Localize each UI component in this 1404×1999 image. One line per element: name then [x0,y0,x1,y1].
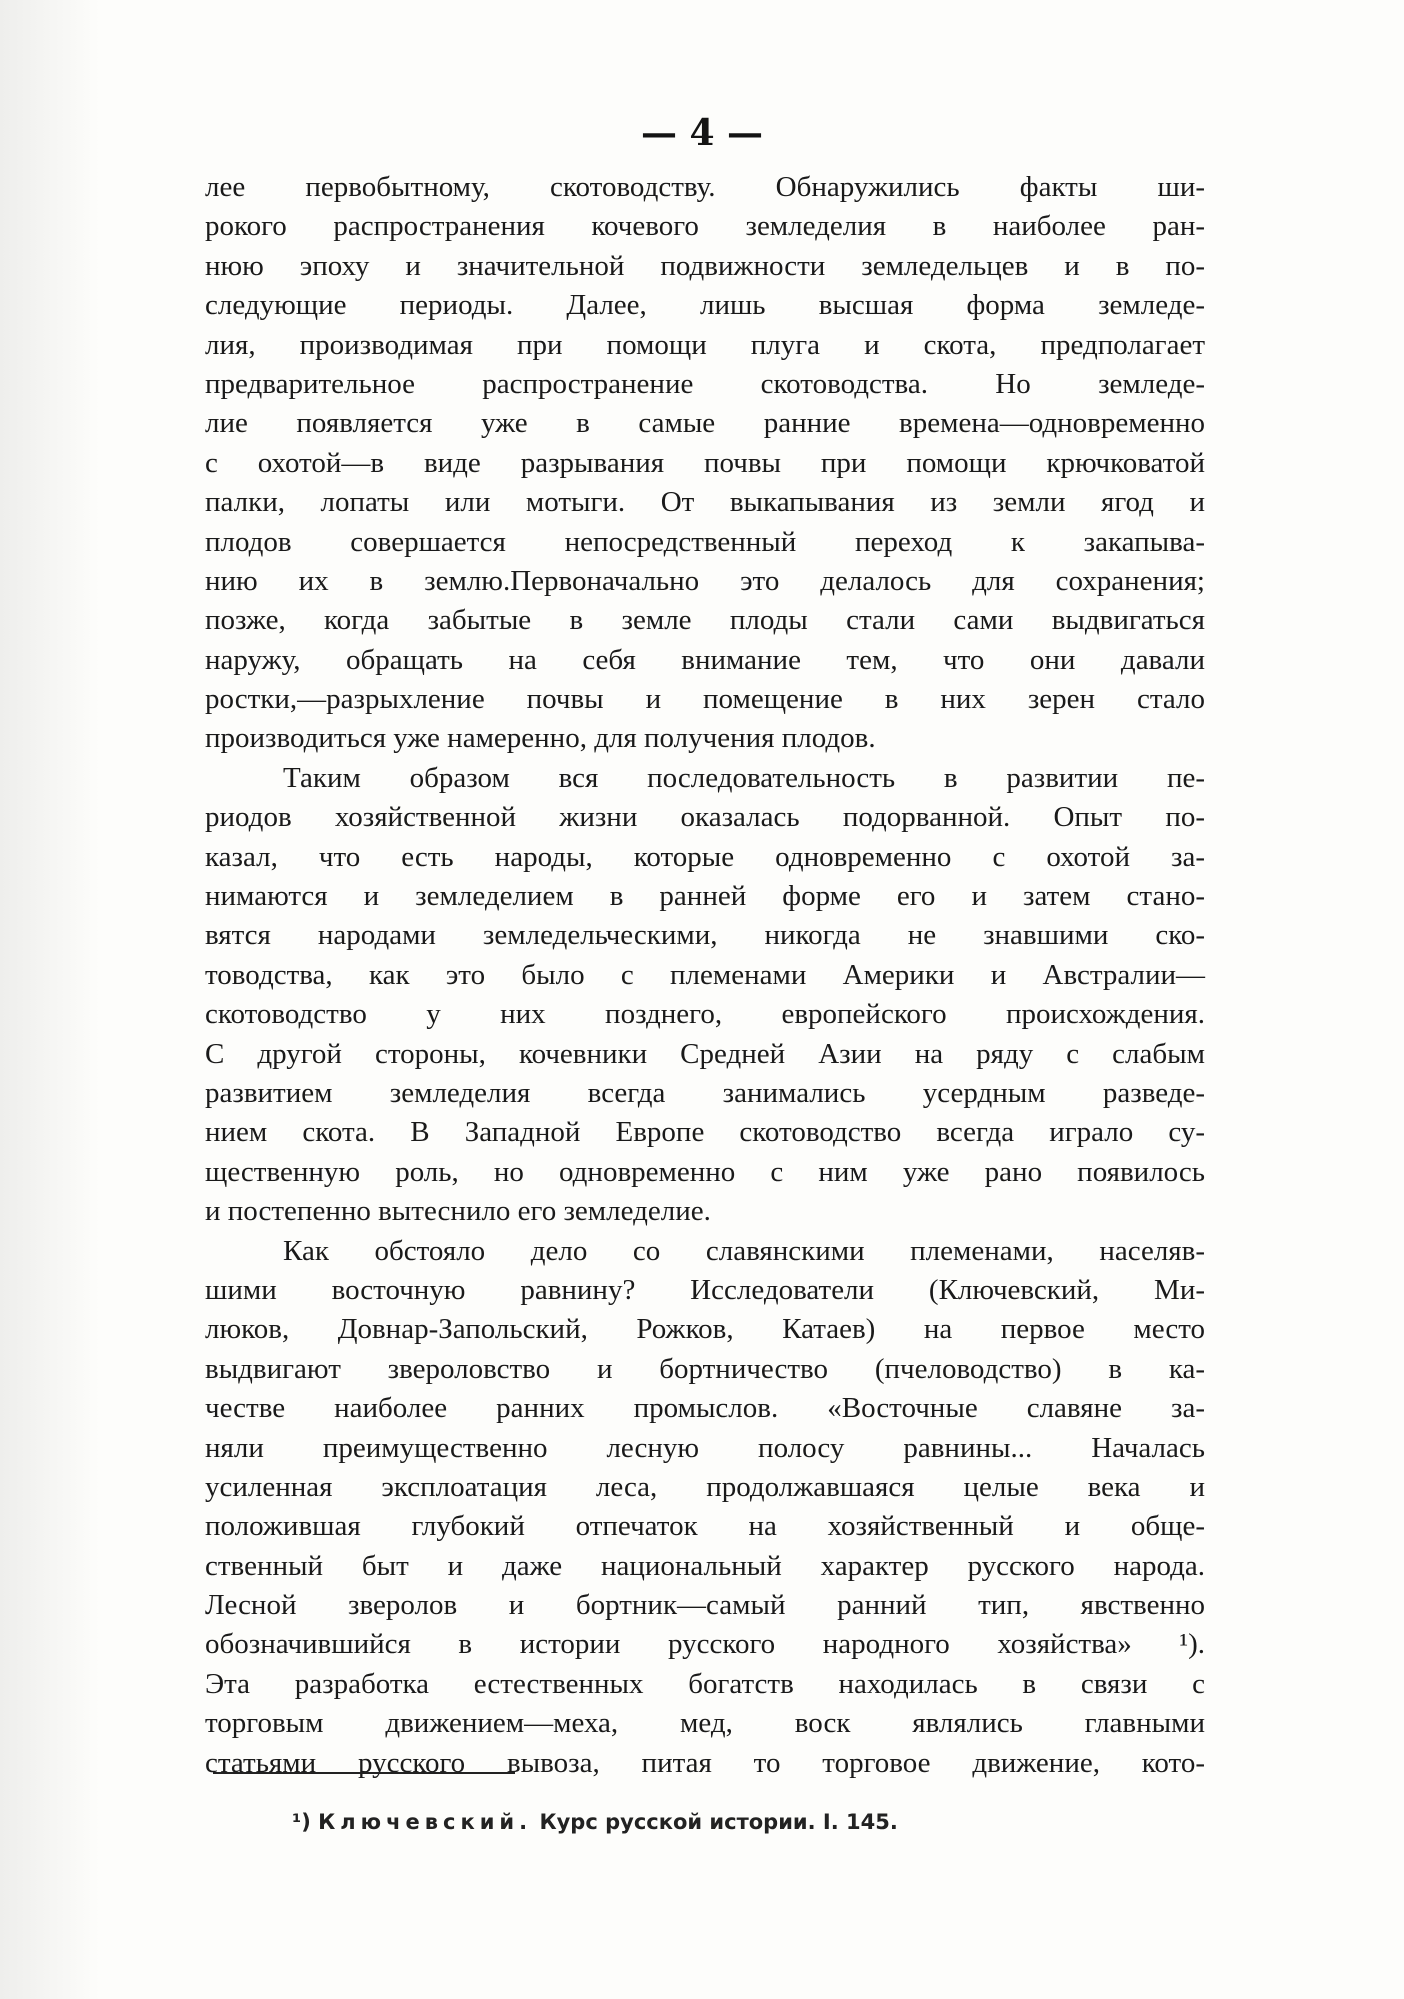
text-line: вятся народами земледельческими, никогда не знавшими ско- [205,919,1205,952]
text-line: выдвигают звероловство и бортничество (пчеловодство) в ка- [205,1352,1205,1385]
text-line: наружу, обращать на себя внимание тем, что они давали [205,643,1205,676]
paragraph-start-line: Как обстояло дело со славянскими племенами, населяв- [283,1234,1205,1267]
text-line: ростки,—разрыхление почвы и помещение в них зерен стало [205,683,1205,716]
text-line: люков, Довнар-Запольский, Рожков, Катаев) на первое место [205,1313,1205,1346]
text-line: положившая глубокий отпечаток на хозяйственный и обще- [205,1510,1205,1543]
text-line: и постепенно вытеснило его земледелие. [205,1195,711,1228]
text-line: позже, когда забытые в земле плоды стали сами выдвигаться [205,604,1205,637]
text-line: Лесной зверолов и бортник—самый ранний тип, явственно [205,1589,1205,1622]
footnote-marker: ¹) [292,1810,311,1834]
text-line: нию их в землю.Первоначально это делалось для сохранения; [205,564,1205,597]
footnote-divider [213,1772,515,1774]
text-line: товодства, как это было с племенами Америки и Австралии— [205,958,1205,991]
paragraph-start-line: Таким образом вся последовательность в развитии пе- [283,761,1205,794]
footnote-source: Курс русской истории. I. 145. [539,1810,898,1834]
text-line: предварительное распространение скотоводства. Но земледе- [205,367,1205,400]
text-line: плодов совершается непосредственный переход к закапыва- [205,525,1205,558]
text-line: шими восточную равнину? Исследователи (Ключевский, Ми- [205,1273,1205,1306]
text-line: лие появляется уже в самые ранние времена—одновременно [205,407,1205,440]
text-line: риодов хозяйственной жизни оказалась подорванной. Опыт по- [205,801,1205,834]
text-line: скотоводство у них позднего, европейского происхождения. [205,998,1205,1031]
text-line: следующие периоды. Далее, лишь высшая форма земледе- [205,289,1205,322]
text-line: торговым движением—меха, мед, воск являлись главными [205,1707,1205,1740]
text-line: усиленная эксплоатация леса, продолжавшаяся целые века и [205,1470,1205,1503]
text-line: казал, что есть народы, которые одновременно с охотой за- [205,840,1205,873]
text-line: с охотой—в виде разрывания почвы при помощи крючковатой [205,446,1205,479]
text-line: С другой стороны, кочевники Средней Азии на ряду с слабым [205,1037,1205,1070]
text-line: Эта разработка естественных богатств находилась в связи с [205,1667,1205,1700]
text-line: лия, производимая при помощи плуга и скота, предполагает [205,328,1205,361]
footnote [292,1810,898,1834]
text-line: нимаются и земледелием в ранней форме его и затем стано- [205,880,1205,913]
footnote-author: Ключевский. [318,1810,533,1834]
text-line: нием скота. В Западной Европе скотоводство всегда играло су- [205,1116,1205,1149]
text-line: щественную роль, но одновременно с ним уже рано появилось [205,1155,1205,1188]
text-line: рокого распространения кочевого земледелия в наиболее ран- [205,210,1205,243]
text-line: статьями русского вывоза, питая то торговое движение, кото- [205,1746,1205,1779]
body-text [205,168,1205,1783]
text-line: нюю эпоху и значительной подвижности земледельцев и в по- [205,249,1205,282]
text-line: производиться уже намеренно, для получения плодов. [205,722,876,755]
text-line: няли преимущественно лесную полосу равнины... Началась [205,1431,1205,1464]
text-line: честве наиболее ранних промыслов. «Восточные славяне за- [205,1392,1205,1425]
text-line: ственный быт и даже национальный характер русского народа. [205,1549,1205,1582]
page-number: — 4 — [640,112,764,154]
text-line: лее первобытному, скотоводству. Обнаружились факты ши- [205,171,1205,203]
scan-shadow [0,0,100,1999]
text-line: обозначившийся в истории русского народного хозяйства» ¹). [205,1628,1205,1661]
text-line: палки, лопаты или мотыги. От выкапывания из земли ягод и [205,486,1205,519]
text-line: развитием земледелия всегда занимались усердным разведе- [205,1076,1205,1109]
